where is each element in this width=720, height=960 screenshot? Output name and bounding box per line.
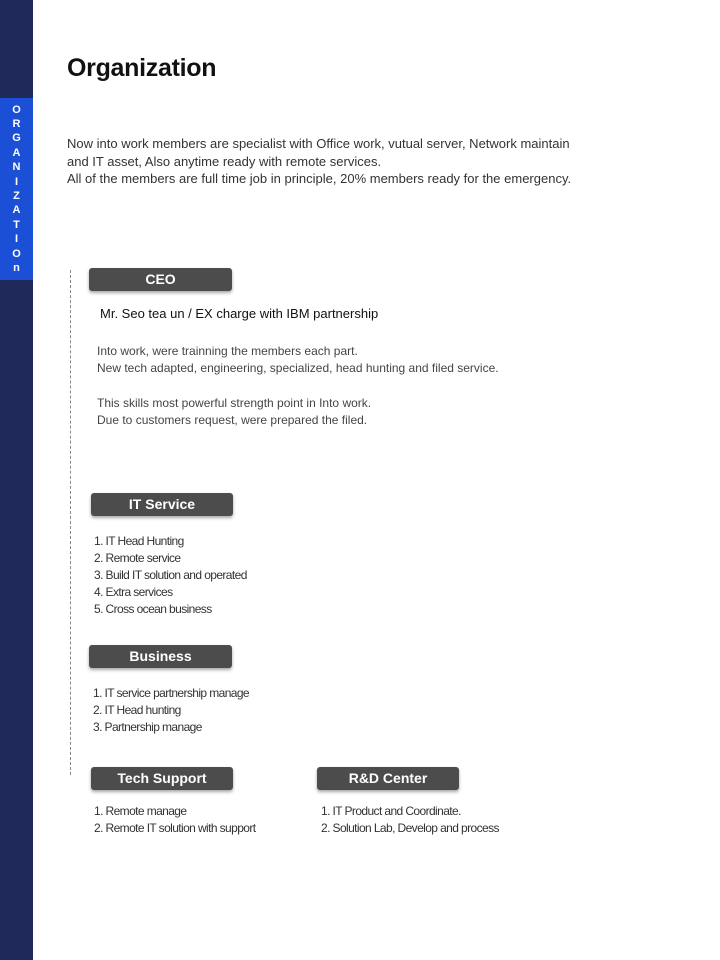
tech-support-list — [94, 803, 255, 837]
page-title: Organization — [67, 54, 217, 82]
paragraph-line: Into work, were trainning the members each part. — [97, 344, 358, 358]
list-item: 3. Build IT solution and operated — [94, 568, 247, 582]
sidebar-bar — [0, 0, 33, 960]
intro-text — [67, 135, 707, 188]
sidebar-letter: O — [12, 247, 21, 260]
sidebar-letter: A — [12, 146, 21, 159]
tech-support-label: Tech Support — [91, 767, 233, 790]
list-item: 3. Partnership manage — [93, 720, 202, 734]
list-item: 2. Remote IT solution with support — [94, 821, 256, 835]
sidebar-letter: O — [12, 103, 21, 116]
ceo-paragraph-2 — [97, 395, 371, 429]
list-item: 2. IT Head hunting — [93, 703, 181, 717]
list-item: 2. Remote service — [94, 551, 181, 565]
sidebar-letter: Z — [13, 190, 20, 202]
sidebar-letter: I — [14, 233, 19, 246]
list-item: 1. IT service partnership manage — [93, 686, 250, 700]
list-item: 1. IT Product and Coordinate. — [321, 804, 461, 818]
ceo-paragraph-1 — [97, 343, 499, 377]
sidebar-letter: T — [13, 218, 20, 231]
it-service-list — [94, 533, 247, 618]
rnd-center-label: R&D Center — [317, 767, 459, 790]
intro-line: and IT asset, Also anytime ready with remote services. — [67, 153, 382, 169]
list-item: 5. Cross ocean business — [94, 602, 212, 616]
list-item: 2. Solution Lab, Develop and process — [321, 821, 499, 835]
ceo-name: Mr. Seo tea un / EX charge with IBM partnership — [100, 306, 379, 321]
paragraph-line: New tech adapted, engineering, specialized, head hunting and filed service. — [97, 361, 499, 375]
sidebar-letter: G — [12, 132, 21, 145]
it-service-label: IT Service — [91, 493, 233, 516]
list-item: 4. Extra services — [94, 585, 173, 599]
list-item: 1. IT Head Hunting — [94, 534, 184, 548]
rnd-center-list — [321, 803, 499, 837]
org-timeline-line — [70, 270, 71, 775]
ceo-label: CEO — [89, 268, 232, 291]
paragraph-line: Due to customers request, were prepared the filed. — [97, 413, 368, 427]
sidebar-letter: N — [12, 161, 21, 174]
paragraph-line: This skills most powerful strength point in Into work. — [97, 396, 372, 410]
business-list — [93, 685, 249, 736]
sidebar-tab-organization[interactable] — [0, 98, 33, 280]
list-item: 1. Remote manage — [94, 804, 187, 818]
business-label: Business — [89, 645, 232, 668]
sidebar-letter: I — [14, 175, 19, 188]
sidebar-letter: n — [13, 262, 20, 275]
intro-line: Now into work members are specialist with Office work, vutual server, Network maintain — [67, 136, 570, 151]
sidebar-letter: R — [12, 117, 21, 130]
intro-line: All of the members are full time job in principle, 20% members ready for the emergency. — [67, 171, 572, 186]
sidebar-letter: A — [12, 204, 21, 217]
